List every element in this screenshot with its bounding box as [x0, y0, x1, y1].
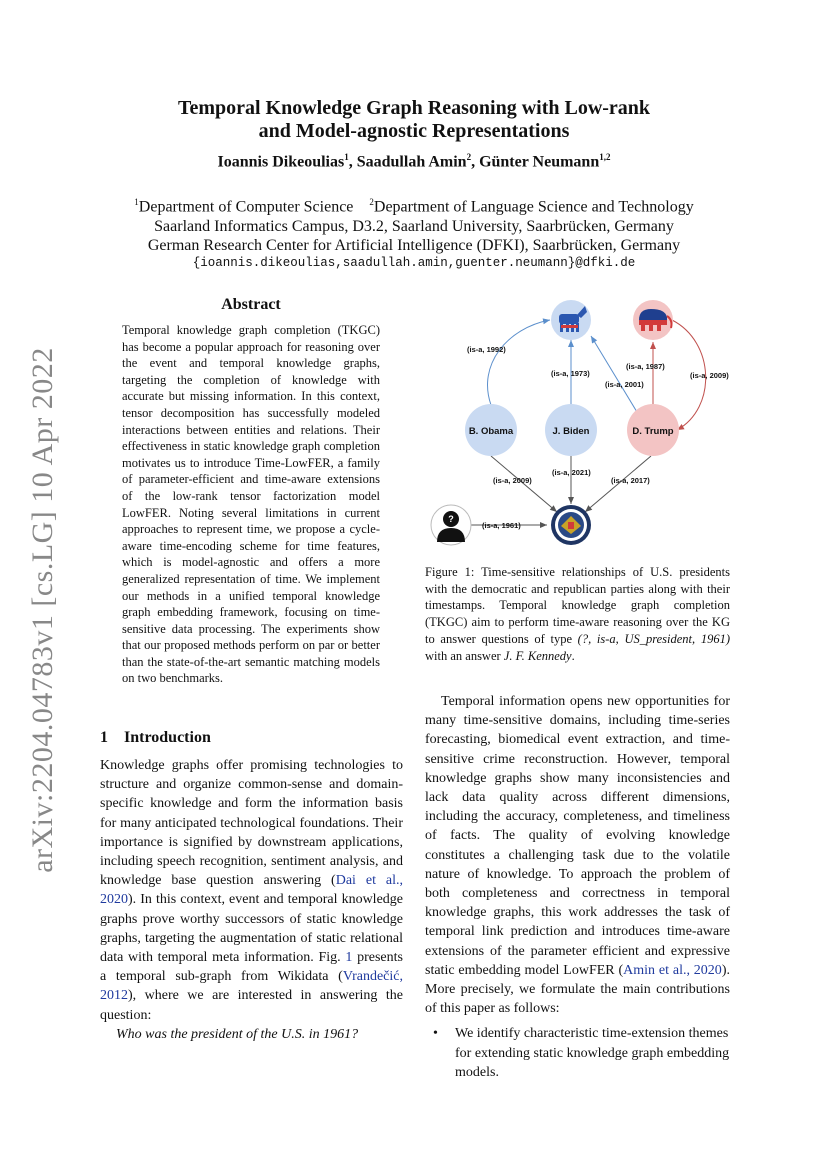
edge-label: (is-a, 1961) — [482, 521, 521, 530]
research-question: Who was the president of the U.S. in 1961? — [116, 1026, 359, 1042]
trump-node — [627, 404, 679, 456]
paper-title — [100, 97, 728, 143]
obama-node — [465, 404, 517, 456]
author-name: Ioannis Dikeoulias — [217, 153, 345, 171]
republican-node — [633, 300, 673, 340]
affil-line-3: German Research Center for Artificial Intelligence (DFKI), Saarbrücken, Germany — [147, 237, 681, 255]
affil-sup: 2 — [369, 197, 374, 207]
edge-label: (is-a, 1992) — [467, 345, 506, 354]
right-text: Temporal information opens new opportunities for many time-sensitive domains, including time-series forecasting, biomedical event extraction, and time-sensitive crime reconstruction. However, temporal knowledge graphs show many inconsistencies and lack data quality across different dimensions, including the accuracy, completeness, and timeliness of facts. The quality of evolving knowledge constitutes a challenging task due to the volatile nature of knowledge. To approach the problem of both completeness and correctness in temporal knowledge graphs, this work addresses the task of temporal link prediction and introduces time-aware extensions of the parameter efficient and expressive static embedding model LowFER ( — [425, 694, 730, 978]
affil-dept-2: Department of Language Science and Technology — [373, 198, 694, 216]
figure-1 — [425, 290, 730, 550]
affil-line-2: Saarland Informatics Campus, D3.2, Saarland University, Saarbrücken, Germany — [154, 217, 674, 235]
affil-line-1 — [100, 193, 728, 217]
author-name: Günter Neumann — [479, 153, 600, 171]
intro-column — [100, 756, 403, 1044]
caption-query: (?, is-a, US_president, 1961) — [577, 631, 730, 646]
edge-trump-dem — [591, 336, 637, 412]
edge-label: (is-a, 1987) — [626, 362, 665, 371]
intro-text: Knowledge graphs offer promising technologies to structure and organize common-sense and domain-specific knowledge and form the information basis for many anticipated technological foundations. Their importance is signified by downstream applications, including speech recognition, sentiment analysis, and knowledge base question answering ( — [100, 758, 403, 889]
citation-link[interactable]: Amin et al., 2020 — [623, 962, 722, 978]
unknown-person-node — [431, 505, 471, 545]
figure-ref-link[interactable]: 1 — [345, 950, 353, 966]
node-label: B. Obama — [468, 426, 514, 437]
author-affil-sup: 2 — [466, 152, 472, 162]
title-line-1: Temporal Knowledge Graph Reasoning with Low-rank — [177, 97, 651, 119]
intro-paragraph — [100, 756, 403, 1025]
node-label: D. Trump — [632, 426, 674, 437]
contribution-bullet — [425, 1024, 730, 1082]
caption-text: Figure 1: Time-sensitive relationships of U.S. presidents with the democratic and republican parties along with their timestamps. Temporal knowledge graph completion (TKGC) aim to perform time-aware reasoning over the KG to answer questions of type — [425, 565, 730, 646]
democrat-node — [551, 300, 591, 340]
author-emails[interactable]: {ioannis.dikeoulias,saadullah.amin,guenter.neumann}@dfki.de — [192, 256, 636, 270]
presidential-seal-icon — [551, 505, 591, 545]
citation-link[interactable]: Vrandečić, 2012 — [100, 969, 403, 1004]
title-line-2: and Model-agnostic Representations — [258, 120, 570, 142]
right-text: ). More precisely, we formulate the main contributions of this paper as follows: — [425, 962, 730, 1017]
section-heading — [100, 729, 211, 747]
bullet-icon: • — [433, 1026, 438, 1042]
caption-text: with an answer — [425, 648, 504, 663]
caption-text: . — [571, 648, 575, 663]
author-affil-sup: 1 — [344, 152, 349, 162]
edge-label: (is-a, 2009) — [690, 371, 729, 380]
edge-label: (is-a, 2009) — [493, 476, 532, 485]
biden-node — [545, 404, 597, 456]
arxiv-stamp-text: arXiv:2204.04783v1 [cs.LG] 10 Apr 2022 — [26, 347, 60, 873]
intro-text: presents a temporal sub-graph from Wikidata ( — [100, 950, 403, 985]
section-title: Introduction — [124, 729, 211, 746]
arxiv-stamp — [22, 347, 64, 873]
edge-obama-dem — [488, 320, 550, 405]
caption-answer: J. F. Kennedy — [503, 648, 572, 663]
edge-label: (is-a, 1973) — [551, 369, 590, 378]
node-label: J. Biden — [552, 426, 590, 437]
affil-sup: 1 — [134, 197, 139, 207]
author-name: Saadullah Amin — [356, 153, 467, 171]
edge-label: (is-a, 2021) — [552, 468, 591, 477]
question-mark-icon: ? — [448, 514, 454, 524]
intro-text: ). In this context, event and temporal knowledge graphs prove worthy successors of static knowledge graphs, targeting the augmentation of static relational data with temporal meta information. Fig. — [100, 892, 403, 966]
kg-diagram — [425, 290, 730, 550]
abstract-heading: Abstract — [221, 296, 281, 313]
edge-label: (is-a, 2001) — [605, 380, 644, 389]
bullet-text: We identify characteristic time-extension themes for extending static knowledge graph embedding models. — [455, 1026, 730, 1080]
citation-link[interactable]: Dai et al., 2020 — [100, 873, 403, 908]
right-column-text — [425, 692, 730, 1082]
author-affil-sup: 1,2 — [599, 152, 611, 162]
intro-text: ), where we are interested in answering the question: — [100, 988, 403, 1023]
edge-label: (is-a, 2017) — [611, 476, 650, 485]
affil-dept-1: Department of Computer Science — [138, 198, 354, 216]
abstract-text: Temporal knowledge graph completion (TKGC) has become a popular approach for reasoning over the event and temporal knowledge graphs, targeting the completion of knowledge with accurate but missing information. In this context, tensor decomposition has successfully modeled interactions between entities and relations. Their effectiveness in static knowledge graph completion motivates us to introduce Time-LowFER, a family of parameter-efficient and time-aware extensions of the low-rank tensor factorization model LowFER. Noting several limitations in current approaches to represent time, we propose a cycle-aware time-encoding scheme for time features, which is model-agnostic and offers a more generalized representation of time. We implement our methods in a unified temporal knowledge graph embedding framework, focusing on time-sensitive data processing. The experiments show that our proposed methods perform on par or better than the state-of-the-art semantic matching models on two benchmarks. — [122, 323, 380, 686]
affiliations — [100, 193, 728, 256]
right-paragraph — [425, 692, 730, 1018]
author-list: Ioannis Dikeoulias$^1$, Saadullah Amin$^2$, Günter Neumann$^{1,2}$ — [217, 152, 611, 171]
figure-caption — [425, 564, 730, 664]
section-number: 1 — [100, 729, 108, 746]
